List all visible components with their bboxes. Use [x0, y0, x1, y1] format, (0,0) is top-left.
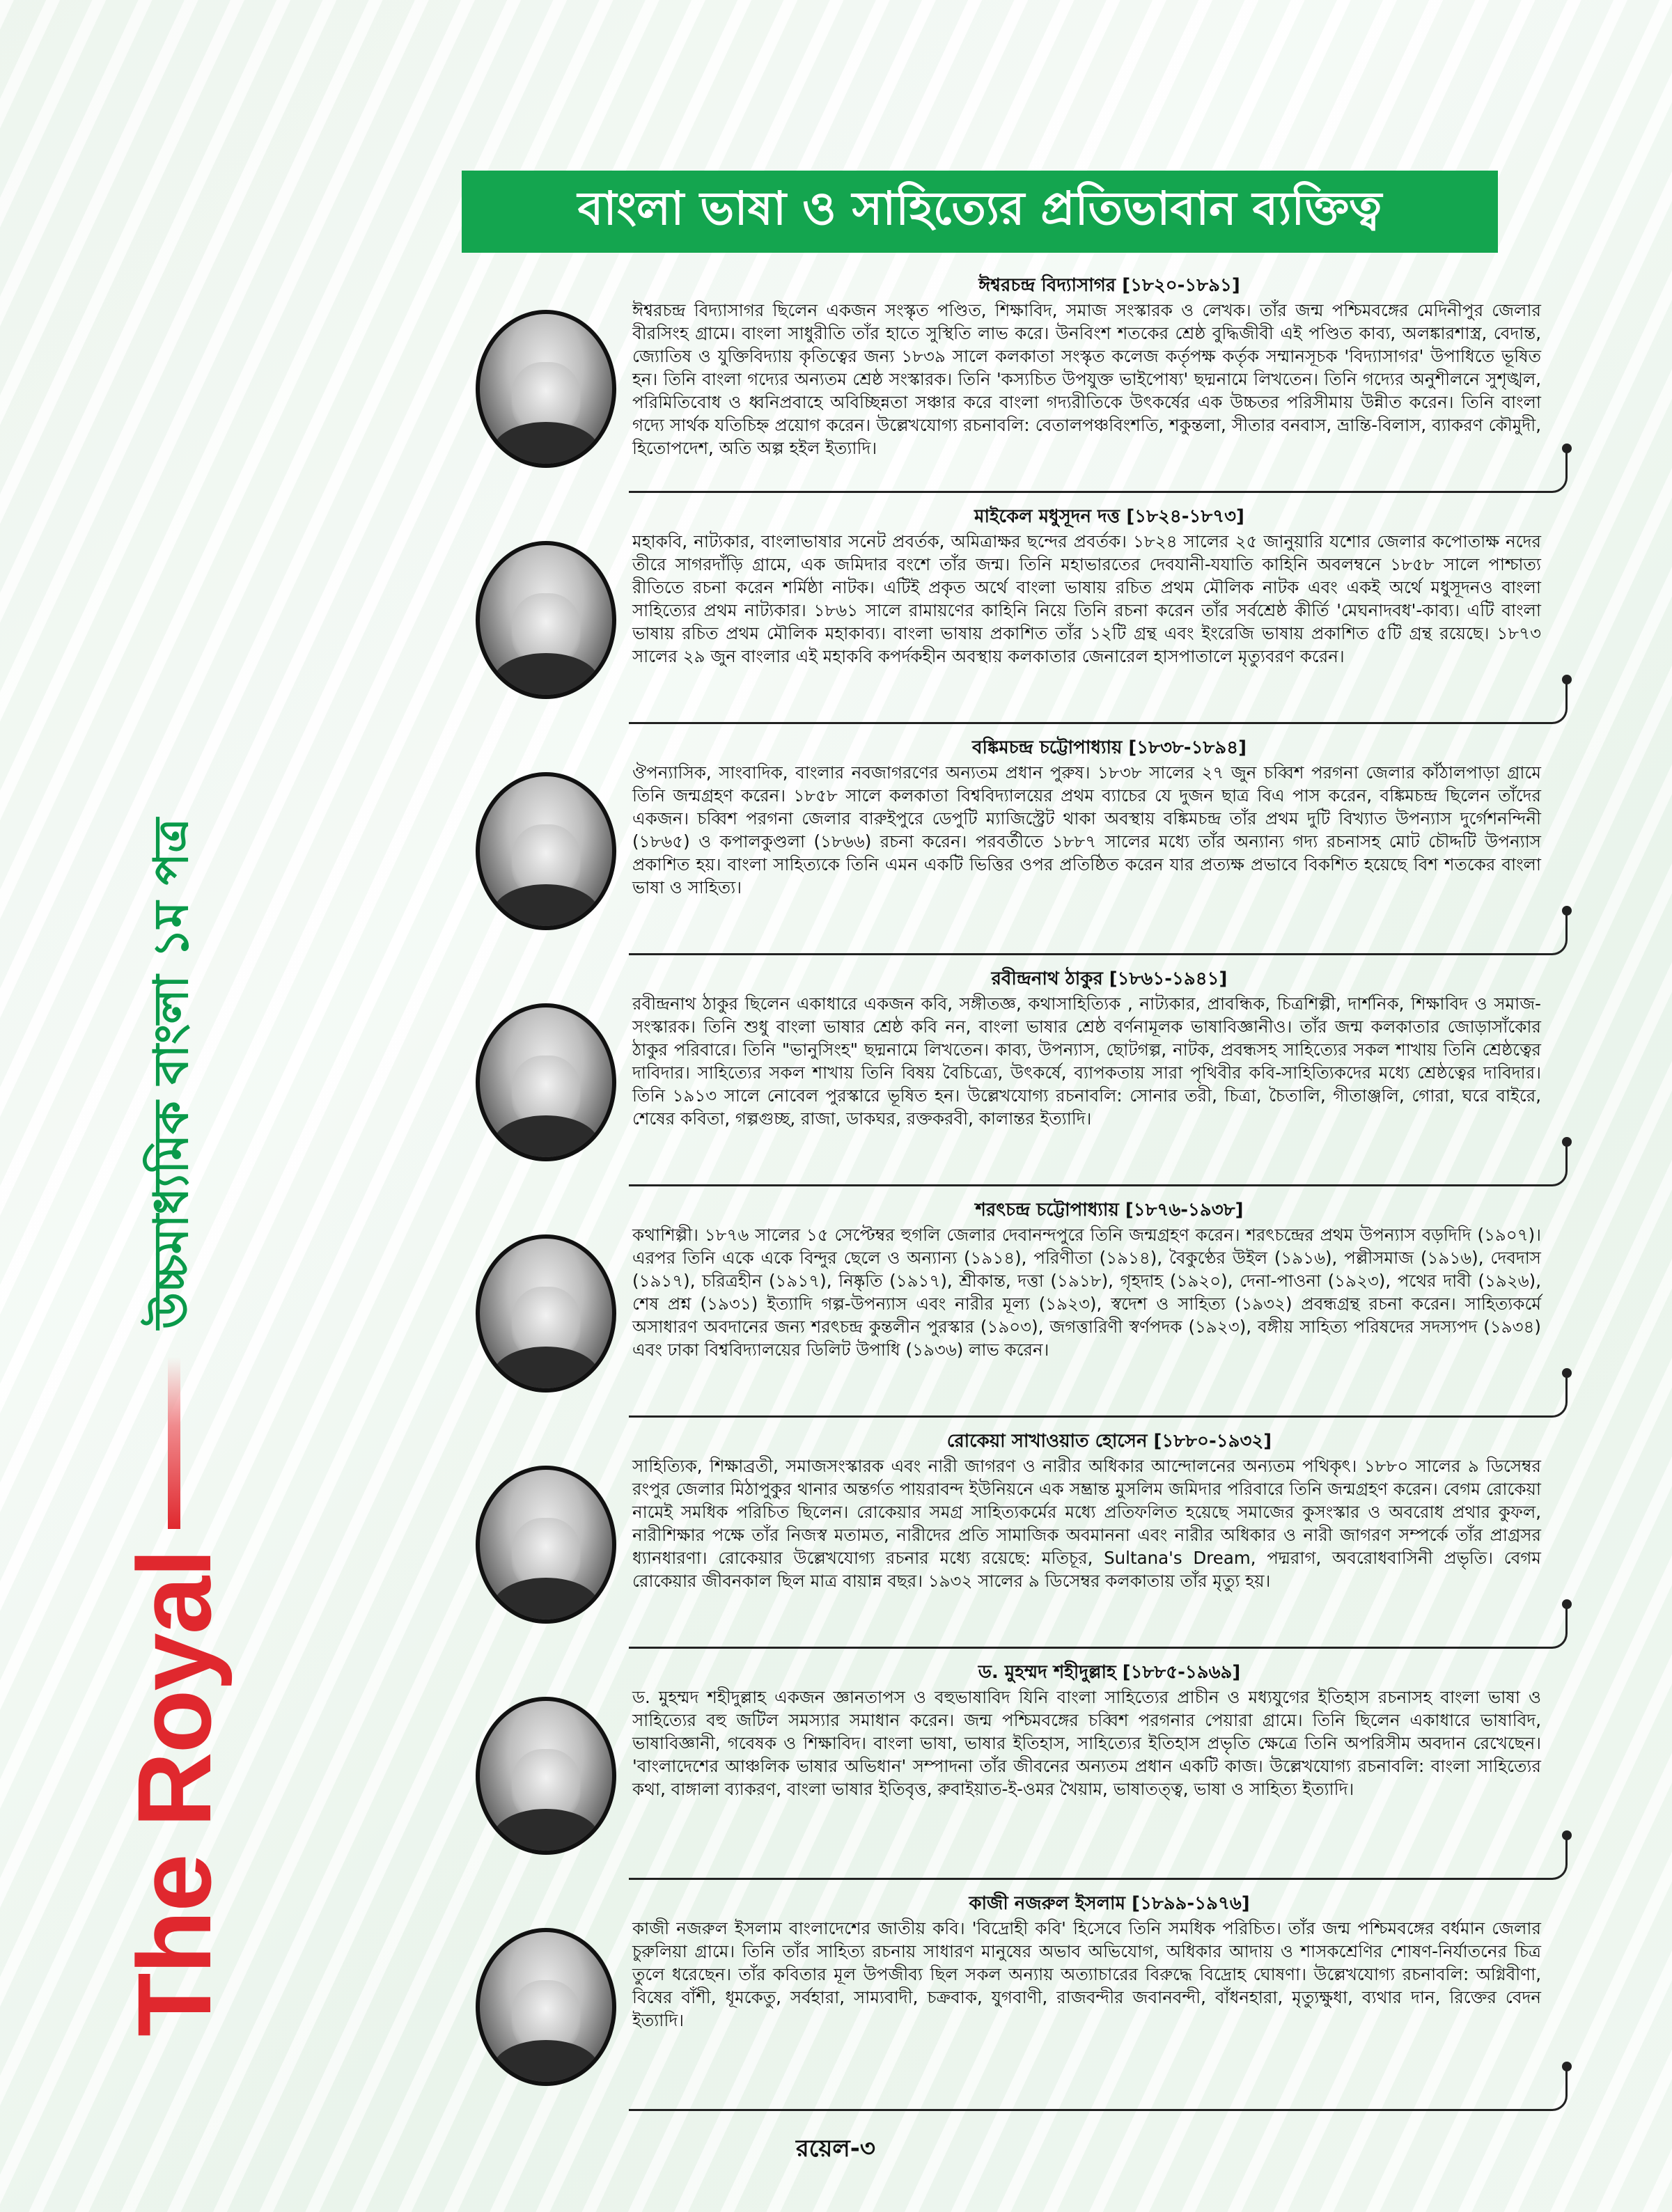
entry-divider [629, 680, 1568, 724]
portrait-image [476, 1003, 616, 1161]
page-number: রয়েল-৩ [796, 2135, 875, 2163]
biography-entry [462, 730, 1569, 962]
person-name: বঙ্কিমচন্দ্র চট্টোপাধ্যায় [১৮৩৮-১৮৯৪] [972, 737, 1247, 758]
person-name: কাজী নজরুল ইসলাম [১৮৯৯-১৯৭৬] [969, 1893, 1250, 1914]
entry-divider [629, 1836, 1568, 1880]
person-bio: ড. মুহম্মদ শহীদুল্লাহ একজন জ্ঞানতাপস ও বহুভাষাবিদ যিনি বাংলা সাহিত্যের প্রাচীন ও মধ্যযুগের ইতিহাস রচনাসহ বাংলা ভাষা ও সাহিত্যের বহু জটিল সমস্যার সমাধান করেন। জন্ম পশ্চিমবঙ্গের চব্বিশ পরগনার পেয়ারা গ্রামে। তিনি ছিলেন একাধারে ভাষাবিদ, ভাষাবিজ্ঞানী, গবেষক ও শিক্ষাবিদ। বাংলা ভাষা, ভাষার ইতিহাস, সাহিত্যের ইতিহাস প্রভৃতি ক্ষেত্রে তিনি অপরিসীম অবদান রেখেছেন। 'বাংলাদেশের আঞ্চলিক ভাষার অভিধান' সম্পাদনা তাঁর জীবনের অন্যতম প্রধান একটি কাজ। উল্লেখযোগ্য রচনাবলি: বাংলা সাহিত্যের কথা, বাঙ্গালা ব্যাকরণ, বাংলা ভাষার ইতিবৃত্ত, রুবাইয়াত-ই-ওমর খৈয়াম, ভাষাতত্ত্ব, ভাষা ও সাহিত্য ইত্যাদি। [632, 1687, 1541, 1799]
entry-divider [629, 1374, 1568, 1418]
biography-entry [462, 1424, 1569, 1655]
person-bio: কাজী নজরুল ইসলাম বাংলাদেশের জাতীয় কবি। 'বিদ্রোহী কবি' হিসেবে তিনি সমধিক পরিচিত। তাঁর জন্ম পশ্চিমবঙ্গের বর্ধমান জেলার চুরুলিয়া গ্রামে। তিনি তাঁর সাহিত্য রচনায় সাধারণ মানুষের অভাব অভিযোগ, অধিকার আদায় ও শাসকশ্রেণির শোষণ-নির্যাতনের চিত্র তুলে ধরেছেন। তাঁর কবিতার মূল উপজীব্য ছিল সকল অন্যায় অত্যাচারের বিরুদ্ধে বিদ্রোহ ঘোষণা। উল্লেখযোগ্য রচনাবলি: অগ্নিবীণা, বিষের বাঁশী, ধূমকেতু, সর্বহারা, সাম্যবাদী, চক্রবাক, যুগবাণী, রাজবন্দীর জবানবন্দী, বাঁধনহারা, মৃত্যুক্ষুধা, ব্যথার দান, রিক্তের বেদন ইত্যাদি। [632, 1918, 1541, 2030]
biography-entry [462, 499, 1569, 730]
person-name: শরৎচন্দ্র চট্টোপাধ্যায় [১৮৭৬-১৯৩৮] [975, 1200, 1244, 1221]
brand-logo: The Royal [116, 1550, 233, 2037]
subject-title: উচ্চমাধ্যমিক বাংলা ১ম পত্র [144, 818, 199, 1329]
entry-divider [629, 2067, 1568, 2111]
person-bio: রবীন্দ্রনাথ ঠাকুর ছিলেন একাধারে একজন কবি, সঙ্গীতজ্ঞ, কথাসাহিত্যিক , নাট্যকার, প্রাবন্ধিক, চিত্রশিল্পী, দার্শনিক, শিক্ষাবিদ ও সমাজ-সংস্কারক। তিনি শুধু বাংলা ভাষার শ্রেষ্ঠ কবি নন, বাংলা ভাষার শ্রেষ্ঠ বর্ণনামূলক ভাষাবিজ্ঞানীও। তাঁর জন্ম কলকাতার জোড়াসাঁকোর ঠাকুর পরিবারে। তিনি "ভানুসিংহ" ছদ্মনামে লিখতেন। কাব্য, উপন্যাস, ছোটগল্প, নাটক, প্রবন্ধসহ সাহিত্যের সকল শাখায় তিনি শ্রেষ্ঠত্বের দাবিদার। সাহিত্যের সকল শাখায় তিনি বিষয় বৈচিত্র্যে, উৎকর্ষে, ব্যাপকতায় সারা পৃথিবীর কবি-সাহিত্যিকদের মধ্যে শ্রেষ্ঠত্বের দাবিদার। তিনি ১৯১৩ সালে নোবেল পুরস্কারে ভূষিত হন। উল্লেখযোগ্য রচনাবলি: সোনার তরী, চিত্রা, চৈতালি, গীতাঞ্জলি, গোরা, ঘরে বাইরে, শেষের কবিতা, গল্পগুচ্ছ, রাজা, ডাকঘর, রক্তকরবী, কালান্তর ইত্যাদি। [632, 994, 1541, 1129]
person-bio: ঔপন্যাসিক, সাংবাদিক, বাংলার নবজাগরণের অন্যতম প্রধান পুরুষ। ১৮৩৮ সালের ২৭ জুন চব্বিশ পরগনা জেলার কাঁঠালপাড়া গ্রামে তিনি জন্মগ্রহণ করেন। ১৮৫৮ সালে কলকাতা বিশ্ববিদ্যালয়ের প্রথম ব্যাচের যে দুজন ছাত্র বিএ পাস করেন, বঙ্কিমচন্দ্র ছিলেন তাঁদের একজন। চব্বিশ পরগনা জেলার বারুইপুরে ডেপুটি ম্যাজিস্ট্রেট থাকা অবস্থায় বঙ্কিমচন্দ্র তাঁর প্রথম দুটি বিখ্যাত উপন্যাস দুর্গেশনন্দিনী (১৮৬৫) ও কপালকুণ্ডলা (১৮৬৬) রচনা করেন। পরবর্তীতে ১৮৮৭ সালের মধ্যে তাঁর অন্যান্য গদ্য রচনাসহ মোট চৌদ্দটি উপন্যাস প্রকাশিত হয়। বাংলা সাহিত্যকে তিনি এমন একটি ভিত্তির ওপর প্রতিষ্ঠিত করেন যার প্রত্যক্ষ প্রভাবে বিকশিত হয়েছে বিশ শতকের বাংলা ভাষা ও সাহিত্য। [632, 762, 1541, 897]
person-bio: মহাকবি, নাট্যকার, বাংলাভাষার সনেট প্রবর্তক, অমিত্রাক্ষর ছন্দের প্রবর্তক। ১৮২৪ সালের ২৫ জানুয়ারি যশোর জেলার কপোতাক্ষ নদের তীরে সাগরদাঁড়ি গ্রামে, এক জমিদার বংশে তাঁর জন্ম। তিনি মহাভারতের দেবযানী-যযাতি কাহিনি অবলম্বনে ১৮৫৮ সালে পাশ্চাত্য রীতিতে রচনা করেন শর্মিষ্ঠা নাটক। এটিই প্রকৃত অর্থে বাংলা ভাষায় রচিত প্রথম মৌলিক নাটক এবং একই অর্থে মধুসূদনও বাংলা সাহিত্যের প্রথম নাট্যকার। ১৮৬১ সালে রামায়ণের কাহিনি নিয়ে তিনি রচনা করেন তাঁর সর্বশ্রেষ্ঠ কীর্তি 'মেঘনাদবধ'-কাব্য। এটি বাংলা ভাষায় রচিত প্রথম মৌলিক মহাকাব্য। বাংলা ভাষায় প্রকাশিত তাঁর ১২টি গ্রন্থ এবং ইংরেজি ভাষায় প্রকাশিত ৫টি গ্রন্থ রয়েছে। ১৮৭৩ সালের ২৯ জুন বাংলার এই মহাকবি কপর্দকহীন অবস্থায় কলকাতার জেনারেল হাসপাতালে মৃত্যুবরণ করেন। [632, 531, 1541, 666]
entry-divider [629, 449, 1568, 493]
person-bio: সাহিত্যিক, শিক্ষাব্রতী, সমাজসংস্কারক এবং নারী জাগরণ ও নারীর অধিকার আন্দোলনের অন্যতম পথিকৃৎ। ১৮৮০ সালের ৯ ডিসেম্বর রংপুর জেলার মিঠাপুকুর থানার অন্তর্গত পায়রাবন্দ ইউনিয়নে এক সম্ভ্রান্ত মুসলিম জমিদার পরিবারে তিনি জন্মগ্রহণ করেন। বেগম রোকেয়া নামেই সমধিক পরিচিত ছিলেন। রোকেয়ার সমগ্র সাহিত্যকর্মের মধ্যে প্রতিফলিত হয়েছে সমাজের কুসংস্কার ও অবরোধ প্রথার কুফল, নারীশিক্ষার পক্ষে তাঁর নিজস্ব মতামত, নারীদের প্রতি সামাজিক অবমাননা এবং নারীর অধিকার ও নারী জাগরণ সম্পর্কে তাঁর প্রাগ্রসর ধ্যানধারণা। রোকেয়ার উল্লেখযোগ্য রচনার মধ্যে রয়েছে: মতিচূর, Sultana's Dream, পদ্মরাগ, অবরোধবাসিনী প্রভৃতি। বেগম রোকেয়ার জীবনকাল ছিল মাত্র বায়ান্ন বছর। ১৯৩২ সালের ৯ ডিসেম্বর কলকাতায় তাঁর মৃত্যু হয়। [632, 1456, 1541, 1591]
biography-entry [462, 962, 1569, 1193]
biography-entry [462, 1193, 1569, 1424]
biography-list [462, 268, 1569, 2117]
banner-title: বাংলা ভাষা ও সাহিত্যের প্রতিভাবান ব্যক্তিত্ব [577, 182, 1382, 235]
person-bio: ঈশ্বরচন্দ্র বিদ্যাসাগর ছিলেন একজন সংস্কৃত পণ্ডিত, শিক্ষাবিদ, সমাজ সংস্কারক ও লেখক। তাঁর জন্ম পশ্চিমবঙ্গের মেদিনীপুর জেলার বীরসিংহ গ্রামে। বাংলা সাধুরীতি তাঁর হাতে সুস্থিতি লাভ করে। উনবিংশ শতকের শ্রেষ্ঠ বুদ্ধিজীবী এই পণ্ডিত কাব্য, অলঙ্কারশাস্ত্র, বেদান্ত, জ্যোতিষ ও যুক্তিবিদ্যায় কৃতিত্বের জন্য ১৮৩৯ সালে কলকাতা সংস্কৃত কলেজ কর্তৃপক্ষ কর্তৃক সম্মানসূচক 'বিদ্যাসাগর' উপাধিতে ভূষিত হন। তিনি বাংলা গদ্যের অন্যতম শ্রেষ্ঠ সংস্কারক। তিনি 'কস্যচিত উপযুক্ত ভাইপোষ্য' ছদ্মনামে লিখতেন। তিনি গদ্যের অনুশীলনে সুশৃঙ্খল, পরিমিতিবোধ ও ধ্বনিপ্রবাহে অবিচ্ছিন্নতা সঞ্চার করে বাংলা গদ্যরীতিকে উৎকর্ষের এক উচ্চতর পরিসীমায় উন্নীত করেন। তিনি বাংলা গদ্যে সার্থক যতিচিহ্ন প্রয়োগ করেন। উল্লেখযোগ্য রচনাবলি: বেতালপঞ্চবিংশতি, শকুন্তলা, সীতার বনবাস, ভ্রান্তি-বিলাস, ব্যাকরণ কৌমুদী, হিতোপদেশ, অতি অল্প হইল ইত্যাদি। [632, 300, 1541, 458]
portrait-image [476, 1234, 616, 1393]
brand-bar [168, 1357, 180, 1529]
entry-divider [629, 911, 1568, 955]
biography-entry [462, 1886, 1569, 2117]
portrait-image [476, 772, 616, 930]
page-banner [462, 171, 1498, 253]
person-bio: কথাশিল্পী। ১৮৭৬ সালের ১৫ সেপ্টেম্বর হুগলি জেলার দেবানন্দপুরে তিনি জন্মগ্রহণ করেন। শরৎচন্দ্রের প্রথম উপন্যাস বড়দিদি (১৯০৭)। এরপর তিনি একে একে বিন্দুর ছেলে ও অন্যান্য (১৯১৪), পরিণীতা (১৯১৪), বৈকুণ্ঠের উইল (১৯১৬), পল্লীসমাজ (১৯১৬), দেবদাস (১৯১৭), চরিত্রহীন (১৯১৭), নিষ্কৃতি (১৯১৭), শ্রীকান্ত, দত্তা (১৯১৮), গৃহদাহ (১৯২০), দেনা-পাওনা (১৯২৩), পথের দাবী (১৯২৬), শেষ প্রশ্ন (১৯৩১) ইত্যাদি গল্প-উপন্যাস এবং নারীর মূল্য (১৯২৩), স্বদেশ ও সাহিত্য (১৯৩২) প্রবন্ধগ্রন্থ রচনা করেন। সাহিত্যকর্মে অসাধারণ অবদানের জন্য শরৎচন্দ্র কুন্তলীন পুরস্কার (১৯০৩), জগত্তারিণী স্বর্ণপদক (১৯২৩), বঙ্গীয় সাহিত্য পরিষদের সদস্যপদ (১৯৩৪) এবং ঢাকা বিশ্ববিদ্যালয়ের ডিলিট উপাধি (১৯৩৬) লাভ করেন। [632, 1225, 1541, 1360]
portrait-image [476, 541, 616, 699]
person-name: মাইকেল মধুসূদন দত্ত [১৮২৪-১৮৭৩] [974, 506, 1244, 527]
portrait-image [476, 310, 616, 468]
biography-entry [462, 268, 1569, 499]
portrait-image [476, 1466, 616, 1624]
person-name: রবীন্দ্রনাথ ঠাকুর [১৮৬১-১৯৪১] [991, 968, 1228, 989]
person-name: রোকেয়া সাখাওয়াত হোসেন [১৮৮০-১৯৩২] [946, 1431, 1272, 1452]
person-name: ড. মুহম্মদ শহীদুল্লাহ [১৮৮৫-১৯৬৯] [978, 1662, 1241, 1683]
biography-entry [462, 1655, 1569, 1886]
portrait-image [476, 1928, 616, 2086]
entry-divider [629, 1143, 1568, 1186]
entry-divider [629, 1605, 1568, 1649]
side-title [104, 818, 244, 2037]
person-name: ঈশ্বরচন্দ্র বিদ্যাসাগর [১৮২০-১৮৯১] [978, 275, 1240, 296]
portrait-image [476, 1697, 616, 1855]
